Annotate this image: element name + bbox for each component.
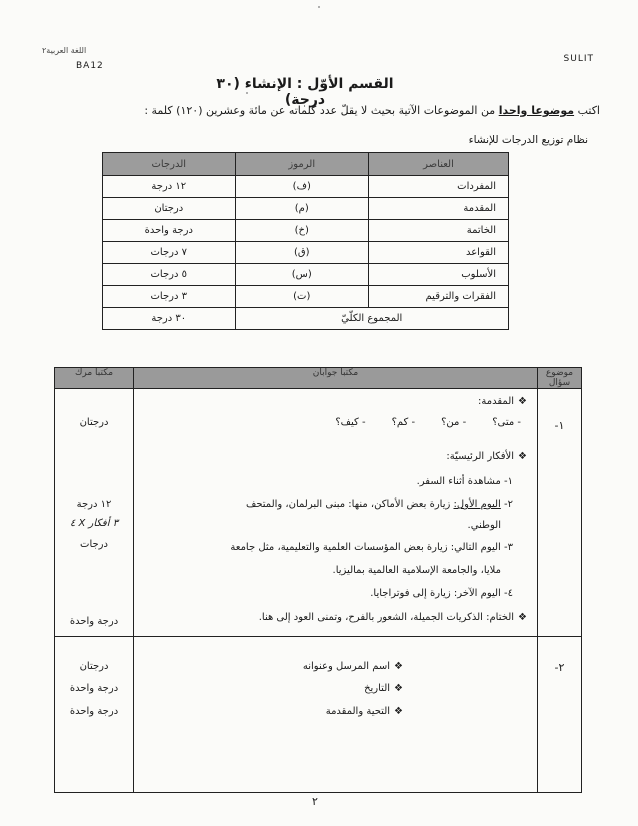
q1-content [55, 389, 537, 636]
table-row [103, 198, 509, 220]
diamond-bullet-icon: ❖ [394, 683, 403, 694]
element-cell: القواعد [369, 242, 509, 264]
diamond-bullet-icon: ❖ [518, 612, 527, 623]
q1-content-cell [55, 389, 538, 637]
q1-mark-body-a: ١٢ درجة [76, 499, 112, 510]
element-cell: المفردات [369, 176, 509, 198]
diamond-bullet-icon: ❖ [518, 451, 527, 462]
q2-item-text: التحية والمقدمة [325, 706, 391, 717]
q2-item-text: التاريخ [364, 683, 391, 694]
diamond-bullet-icon: ❖ [518, 396, 527, 407]
element-cell: الخاتمة [369, 220, 509, 242]
element-cell: الفقرات والترقيم [369, 286, 509, 308]
q2-content-cell [55, 637, 538, 793]
code-cell: (ق) [235, 242, 369, 264]
table-row [103, 176, 509, 198]
q1-intro-line [478, 396, 527, 407]
mark-cell: ٥ درجات [103, 264, 236, 286]
q1-point2-prefix: ٢- [504, 499, 513, 510]
table-row [103, 286, 509, 308]
instruction-body: اكتب موضوعا واحدا من الموضوعات الآتية بحيث لا يقلّ عدد كلماته عن مائة وعشرين (١٢٠) كلمة : [144, 104, 600, 117]
table-row [103, 264, 509, 286]
diamond-bullet-icon: ❖ [394, 706, 403, 717]
q1-point2 [246, 499, 513, 510]
q2-item-text: اسم المرسل وعنوانه [302, 661, 391, 672]
column-divider [133, 637, 134, 792]
code-cell: (ف) [235, 176, 369, 198]
total-mark: ٣٠ درجة [103, 308, 236, 330]
instruction-text [40, 104, 600, 117]
q1-conclusion-line [259, 612, 527, 623]
mark-cell: ١٢ درجة [103, 176, 236, 198]
code-cell: (س) [235, 264, 369, 286]
q2-item [326, 706, 403, 717]
q2-number: -٢ [538, 637, 582, 793]
q1-point2-label: اليوم الأول: [453, 499, 501, 510]
answer-row-q1 [55, 389, 582, 637]
q1-mark-body-c: درجات [80, 539, 108, 550]
header-codes: الرموز [235, 153, 369, 176]
q1-point3-cont: ملايا، والجامعة الإسلامية العالمية بماليزيا. [332, 565, 501, 576]
header-marks: مكتبا مرك [55, 368, 134, 389]
question-word: - متى؟ [492, 417, 521, 428]
question-word: - كيف؟ [335, 417, 366, 428]
question-word: - من؟ [441, 417, 467, 428]
q2-content [55, 637, 537, 792]
page-number: ٢ [312, 795, 318, 808]
q2-mark: درجة واحدة [69, 683, 119, 694]
answer-scheme-table [54, 367, 582, 793]
table-row [103, 220, 509, 242]
answer-row-q2 [55, 637, 582, 793]
section-title: القسم الأوّل : الإنشاء (٣٠ درجة) [216, 76, 394, 108]
scheme-subheading: نظام توزيع الدرجات للإنشاء [468, 134, 588, 146]
q1-mark-conclusion: درجة واحدة [69, 616, 119, 627]
diamond-bullet-icon: ❖ [394, 661, 403, 672]
q1-mark-intro: درجتان [79, 417, 109, 428]
element-cell: المقدمة [369, 198, 509, 220]
q1-point3: ٣- اليوم التالي: زيارة بعض المؤسسات العلمية والتعليمية، مثل جامعة [230, 542, 513, 553]
mark-scheme-header-row [103, 153, 509, 176]
q1-ideas-line [446, 451, 527, 462]
q1-conclusion: الختام: الذكريات الجميلة، الشعور بالفرح، وتمنى العود إلى هنا. [258, 612, 515, 623]
q2-item [303, 661, 403, 672]
q1-intro-questions [309, 417, 521, 428]
subject-label: اللغة العربية٢ [42, 46, 87, 55]
q2-mark: درجتان [79, 661, 109, 672]
q1-mark-body-b: ٣ أفكار X ٤ [69, 518, 119, 529]
mark-scheme-table [102, 152, 509, 330]
mark-cell: ٣ درجات [103, 286, 236, 308]
q2-mark: درجة واحدة [69, 706, 119, 717]
column-divider [133, 389, 134, 636]
mark-cell: ٧ درجات [103, 242, 236, 264]
scan-speck [318, 6, 320, 8]
total-label: المجموع الكلّيّ [235, 308, 509, 330]
paper-code: BA12 [76, 61, 104, 71]
answer-header-row [55, 368, 582, 389]
header-question: موضوع سؤال [538, 368, 582, 389]
instruction-highlight: موضوعا واحدا [498, 104, 575, 117]
mark-cell: درجتان [103, 198, 236, 220]
q1-ideas-label: الأفكار الرئيسيّة: [446, 451, 515, 462]
q1-point2-cont: الوطني. [467, 520, 501, 531]
q1-point1: ١- مشاهدة أثناء السفر. [416, 476, 513, 487]
q1-point2-text: زيارة بعض الأماكن، منها: مبنى البرلمان، والمتحف [245, 499, 451, 510]
header-answers: مكتبا جوابان [134, 368, 538, 389]
code-cell: (خ) [235, 220, 369, 242]
table-row [103, 242, 509, 264]
question-word: - كم؟ [391, 417, 416, 428]
q1-point4: ٤- اليوم الآخر: زيارة إلى فوتراجايا. [370, 588, 513, 599]
mark-cell: درجة واحدة [103, 220, 236, 242]
q1-number: -١ [538, 389, 582, 637]
q1-intro-label: المقدمة: [478, 396, 515, 407]
header-elements: العناصر [369, 153, 509, 176]
element-cell: الأسلوب [369, 264, 509, 286]
total-row [103, 308, 509, 330]
header-marks: الدرجات [103, 153, 236, 176]
code-cell: (م) [235, 198, 369, 220]
code-cell: (ت) [235, 286, 369, 308]
q2-item [364, 683, 403, 694]
scan-speck [246, 92, 248, 94]
classification-label: SULIT [563, 54, 594, 64]
